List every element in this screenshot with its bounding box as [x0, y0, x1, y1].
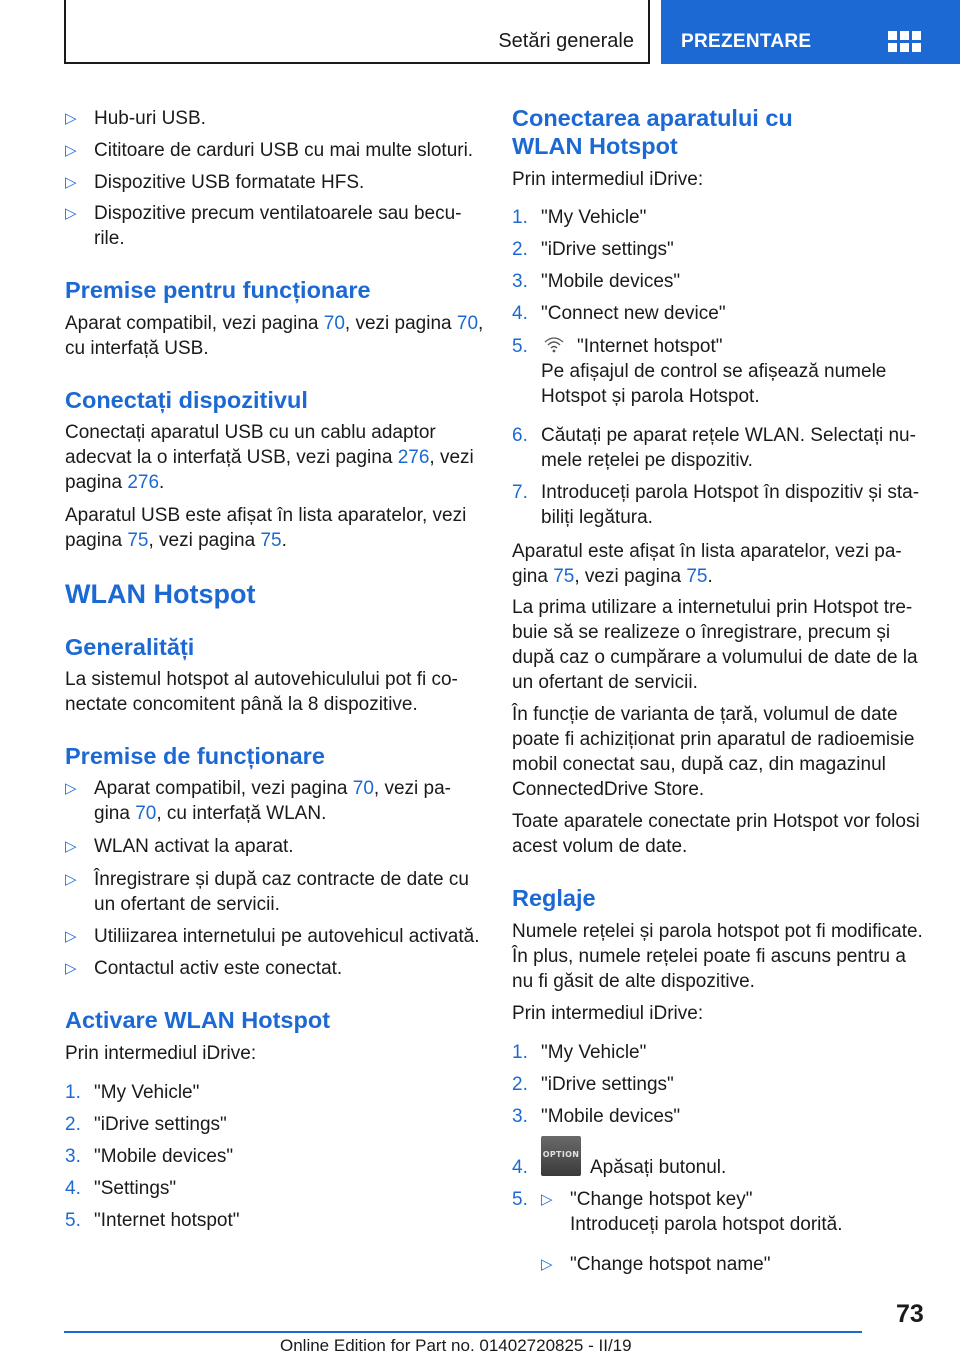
list-item: ▷ Contactul activ este conectat. [65, 958, 343, 979]
triangle-bullet-icon: ▷ [65, 780, 77, 797]
page-link[interactable]: 75 [127, 530, 149, 551]
step-item: 2. "iDrive settings" [512, 1074, 674, 1095]
step-item: 6. Căutați pe aparat rețele WLAN. Selectați nu- mele rețelei pe dispozitiv. [512, 425, 916, 471]
section-heading: Conectarea aparatului cu WLAN Hotspot [512, 105, 793, 159]
paragraph: La prima utilizare a internetului prin Hotspot tre- buie să se realizeze o înregistrare, precum și după caz o cumpărare a volumului de date de la un ofertant de servicii. [512, 597, 918, 693]
footer-divider [64, 1331, 862, 1333]
section-heading: Generalități [65, 634, 195, 660]
paragraph: La sistemul hotspot al autovehiculului pot fi co- nectate concomitent până la 8 dispozitive. [65, 669, 458, 715]
header-section-box [64, 0, 650, 64]
list-item: ▷ Utiliizarea internetului pe autovehicul activată. [65, 926, 480, 947]
triangle-bullet-icon: ▷ [65, 142, 77, 159]
step-item: 7. Introduceți parola Hotspot în dispozitiv și sta- biliți legătura. [512, 482, 920, 528]
step-item: 4. "Settings" [65, 1178, 177, 1199]
paragraph: Prin intermediul iDrive: [512, 1003, 704, 1024]
step-item: 1. "My Vehicle" [512, 1042, 647, 1063]
section-heading: Conectați dispozitivul [65, 387, 308, 413]
section-heading: Reglaje [512, 885, 596, 911]
paragraph: Aparatul USB este afișat în lista aparatelor, vezi pagina 75, vezi pagina 75. [65, 505, 467, 551]
step-item: 1. "My Vehicle" [65, 1082, 200, 1103]
step-item: 3. "Mobile devices" [512, 271, 681, 292]
list-item: ▷ Cititoare de carduri USB cu mai multe sloturi. [65, 140, 474, 161]
triangle-bullet-icon: ▷ [65, 174, 77, 191]
step-item: 2. "iDrive settings" [65, 1114, 227, 1135]
chapter-heading: WLAN Hotspot [65, 579, 256, 609]
step-item: 3. "Mobile devices" [512, 1106, 681, 1127]
step-item: 5. "Internet hotspot" Pe afișajul de control se afișează numele Hotspot și parola Hotspot. [512, 336, 887, 407]
triangle-bullet-icon: ▷ [65, 838, 77, 855]
paragraph: Numele rețelei și parola hotspot pot fi modificate. În plus, numele rețelei poate fi ascuns pentru a nu fi găsit de alte dispozitive. [512, 921, 923, 992]
page-link[interactable]: 70 [456, 313, 479, 334]
page-number: 73 [896, 1300, 924, 1328]
list-item: ▷ "Change hotspot key" Introduceți parola hotspot dorită. [541, 1189, 843, 1235]
step-item: 2. "iDrive settings" [512, 239, 674, 260]
triangle-bullet-icon: ▷ [65, 110, 77, 127]
page-link[interactable]: 276 [127, 472, 160, 493]
section-heading: Premise de funcționare [65, 743, 325, 769]
paragraph: Aparatul este afișat în lista aparatelor, vezi pa- gina 75, vezi pagina 75. [512, 541, 902, 587]
page-link[interactable]: 75 [553, 566, 575, 587]
chapter-title: PREZENTARE [681, 31, 812, 52]
section-heading: Activare WLAN Hotspot [65, 1007, 331, 1033]
triangle-bullet-icon: ▷ [65, 871, 77, 888]
option-button-icon[interactable]: OPTION [541, 1136, 581, 1176]
page-link[interactable]: 75 [686, 566, 708, 587]
page-link[interactable]: 276 [397, 447, 430, 468]
triangle-bullet-icon: ▷ [541, 1256, 553, 1273]
triangle-bullet-icon: ▷ [65, 928, 77, 945]
step-item: 3. "Mobile devices" [65, 1146, 234, 1167]
list-item: ▷ Înregistrare și după caz contracte de date cu un ofertant de servicii. [65, 869, 469, 915]
grid-icon[interactable] [888, 31, 921, 52]
paragraph: Toate aparatele conectate prin Hotspot vor folosi acest volum de date. [512, 811, 920, 857]
triangle-bullet-icon: ▷ [65, 205, 77, 222]
paragraph: Conectați aparatul USB cu un cablu adaptor adecvat la o interfață USB, vezi pagina 276, vezi pagina 276. [65, 422, 474, 493]
paragraph: Prin intermediul iDrive: [512, 169, 704, 190]
page-link[interactable]: 70 [352, 778, 374, 799]
list-item: ▷ Dispozitive precum ventilatoarele sau becu- rile. [65, 203, 462, 249]
wifi-icon [543, 334, 565, 354]
paragraph: Prin intermediul iDrive: [65, 1043, 257, 1064]
paragraph: În funcție de varianta de țară, volumul de date poate fi achiziționat prin aparatul de radioemisie mobil conectat sau, după caz, din magazinul ConnectedDrive Store. [512, 704, 915, 800]
section-heading: Premise pentru funcționare [65, 277, 371, 303]
triangle-bullet-icon: ▷ [541, 1191, 553, 1208]
paragraph: Aparat compatibil, vezi pagina 70, vezi pagina 70, cu interfață USB. [65, 313, 484, 359]
page-link[interactable]: 75 [260, 530, 282, 551]
list-item: ▷ Dispozitive USB formatate HFS. [65, 172, 365, 193]
triangle-bullet-icon: ▷ [65, 960, 77, 977]
list-item: ▷ Hub-uri USB. [65, 108, 206, 129]
list-item: ▷ Aparat compatibil, vezi pagina 70, vezi pa- gina 70, cu interfață WLAN. [65, 778, 451, 824]
footer-edition: Online Edition for Part no. 01402720825 - II/19 [280, 1336, 632, 1355]
page-link[interactable]: 70 [135, 803, 157, 824]
step-item: 4. "Connect new device" [512, 303, 726, 324]
step-item: 4. Apăsați butonul. [512, 1157, 727, 1178]
step-item: 1. "My Vehicle" [512, 207, 647, 228]
page-link[interactable]: 70 [323, 313, 345, 334]
step-item: 5. "Internet hotspot" [65, 1210, 240, 1231]
section-title: Setări generale [498, 30, 634, 52]
list-item: ▷ "Change hotspot name" [541, 1254, 771, 1275]
list-item: ▷ WLAN activat la aparat. [65, 836, 294, 857]
